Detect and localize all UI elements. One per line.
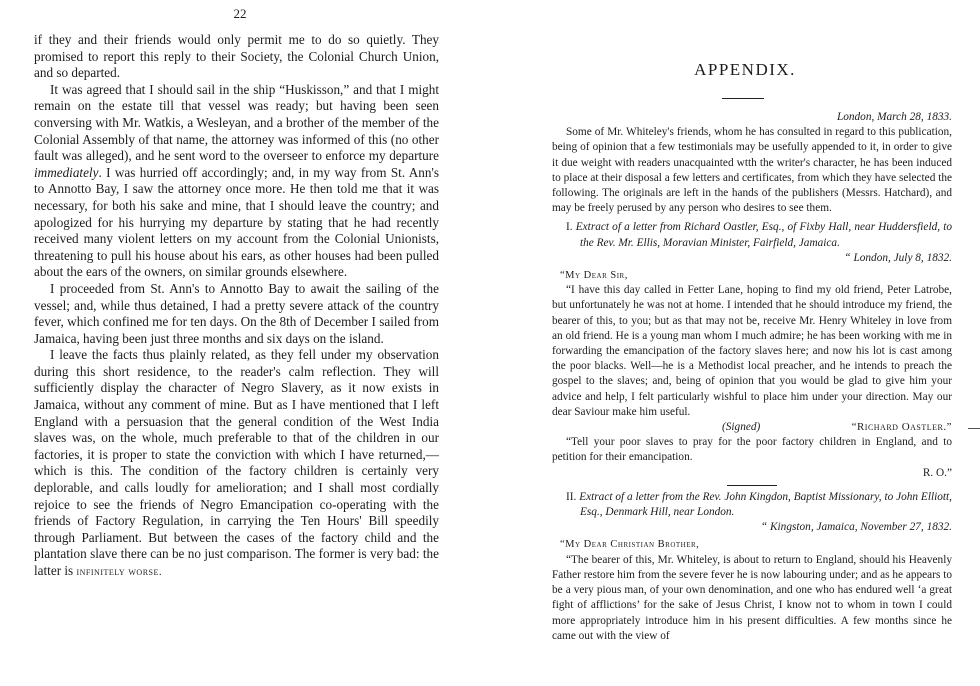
- intro-paragraph: Some of Mr. Whiteley's friends, whom he has consulted in regard to this publication, being of opinion that a few testimonials may be usefully appended to it, in order to give it due weight with readers unacquainted wtth the writer's character, he has been induced to place at their disposal a few letters and certificates, from which they have selected the following. The originals are left in the hands of the publishers (Messrs. Hatchard), and may be freely perused by any person who desires to see them.: [552, 126, 952, 215]
- paragraph: I proceeded from St. Ann's to Annotto Bay to await the sailing of the vessel; and, while thus detained, I had a pretty severe attack of the country fever, which confined me for ten days. On the 8th of December I sailed from Jamaica, having been just three months and six days on the island.: [34, 280, 439, 346]
- paragraph: [34, 347, 439, 580]
- appendix-date: London, March 28, 1833.: [836, 111, 952, 123]
- heading-text: Extract of a letter from the Rev. John Kingdon, Baptist Missionary, to John Elliott, Esq., Denmark Hill, near London.: [579, 490, 952, 519]
- left-page-body: [34, 32, 439, 581]
- heading-number: I.: [566, 221, 573, 234]
- page-title: APPENDIX.: [694, 60, 796, 79]
- page-number: 22: [233, 6, 247, 21]
- letter-heading: [552, 490, 952, 520]
- right-page: [490, 0, 980, 686]
- title-divider: [722, 98, 764, 99]
- heading-number: II.: [566, 490, 577, 503]
- signed-label: (Signed): [722, 421, 761, 434]
- initials: R. O.”: [922, 466, 952, 479]
- signature: “Richard Oastler.”: [851, 421, 952, 434]
- paragraph: if they and their friends would only permit me to do so quietly. They promised to report this reply to their Society, the Colonial Church Union, and so departed.: [34, 32, 439, 81]
- emphasis: immediately: [34, 164, 99, 180]
- letter-date: “ Kingston, Jamaica, November 27, 1832.: [760, 521, 952, 534]
- margin-mark: [968, 428, 980, 429]
- left-page: [0, 0, 480, 686]
- section-divider: [727, 485, 777, 486]
- paragraph-text: I leave the facts thus plainly related, as they fell under my observation during this short residence, to the reader's calm reflection. They will sufficiently display the character of Negro Slavery, as it now exists in Jamaica, without any comment of mine. But as I have mentioned that I left England with a persuasion that the general condition of the West India slaves was, on the whole, much preferable to that of the children in our factories, it is proper to state the conviction with which I have returned,—which is this. The condition of the factory children is certainly very deplorable, and calls loudly for amelioration; and I shall most cordially rejoice to see the friends of Negro Emancipation co-operating with the friends of Factory Regulation, in carrying the Ten Hours' Bill speedily through Parliament. But between the cases of the factory child and the plantation slave there can be no just comparison. The former is very bad: the latter is: [34, 347, 439, 578]
- paragraph-text: . I was hurried off accordingly; and, in my way from St. Ann's to Annotto Bay, I saw the attorney once more. He then told me that it was necessary, for both his sake and mine, that I should leave the country; and apologized for his hurrying my departure by stating that he had recently received many violent letters on my account from the Colonial Unionists, threatening to pull his house about his ears, as other houses had been pulled about the ears of the owners, on similar grounds elsewhere.: [34, 164, 439, 280]
- paragraph: [34, 82, 439, 281]
- signature-line: [552, 420, 952, 435]
- heading-text: Extract of a letter from Richard Oastler, Esq., of Fixby Hall, near Huddersfield, to the Rev. Mr. Ellis, Moravian Minister, Fairfield, Jamaica.: [575, 221, 953, 249]
- letter-salutation: “My Dear Christian Brother,: [560, 539, 700, 551]
- paragraph-text: It was agreed that I should sail in the ship “Huskisson,” and that I might remain on the estate till that vessel was ready; but having been seen conversing with Mr. Watkis, a Wesleyan, and a brother of the member of the Colonial Assembly of that name, the attorney was informed of this (no other fault was alleged), and he sent word to the overseer to enforce my departure: [34, 81, 439, 164]
- small-caps-text: infinitely worse.: [76, 566, 163, 578]
- letter-body: “The bearer of this, Mr. Whiteley, is about to return to England, should his Heavenly Father restore him from the severe fever he is now labouring under; and as he appears to be a very pious man, of your own denomination, and one who has endured well ‘a great fight of afflictions’ for the sake of Jesus Christ, I know not to whom in town I could more appropriately introduce him in his present difficulties. A few months since he came out with the view of: [552, 553, 952, 642]
- right-page-body: [552, 110, 952, 644]
- postscript: “Tell your poor slaves to pray for the poor factory children in England, and to petition for their emancipation.: [552, 436, 952, 464]
- letter-salutation: “My Dear Sir,: [560, 270, 628, 282]
- letter-body: “I have this day called in Fetter Lane, hoping to find my old friend, Peter Latrobe, but unfortunately he was not at home. I intended that he should introduce my friend, the bearer of this, to you; but as that may not be, receive Mr. Henry Whiteley in love from an old friend. He is a young man whom I much admire; he has been working with me in forwarding the emancipation of the factory slaves here; and now his lot is cast among the poor blacks. Well—he is a Methodist local preacher, and he intends to preach the gospel to the slaves; and, being of opinion that you would be glad to give him your advice and help, I felt particularly wishful to place him under your direction. May our dear Saviour make him useful.: [552, 284, 952, 418]
- letter-heading: [552, 220, 952, 250]
- letter-date: “ London, July 8, 1832.: [844, 251, 952, 264]
